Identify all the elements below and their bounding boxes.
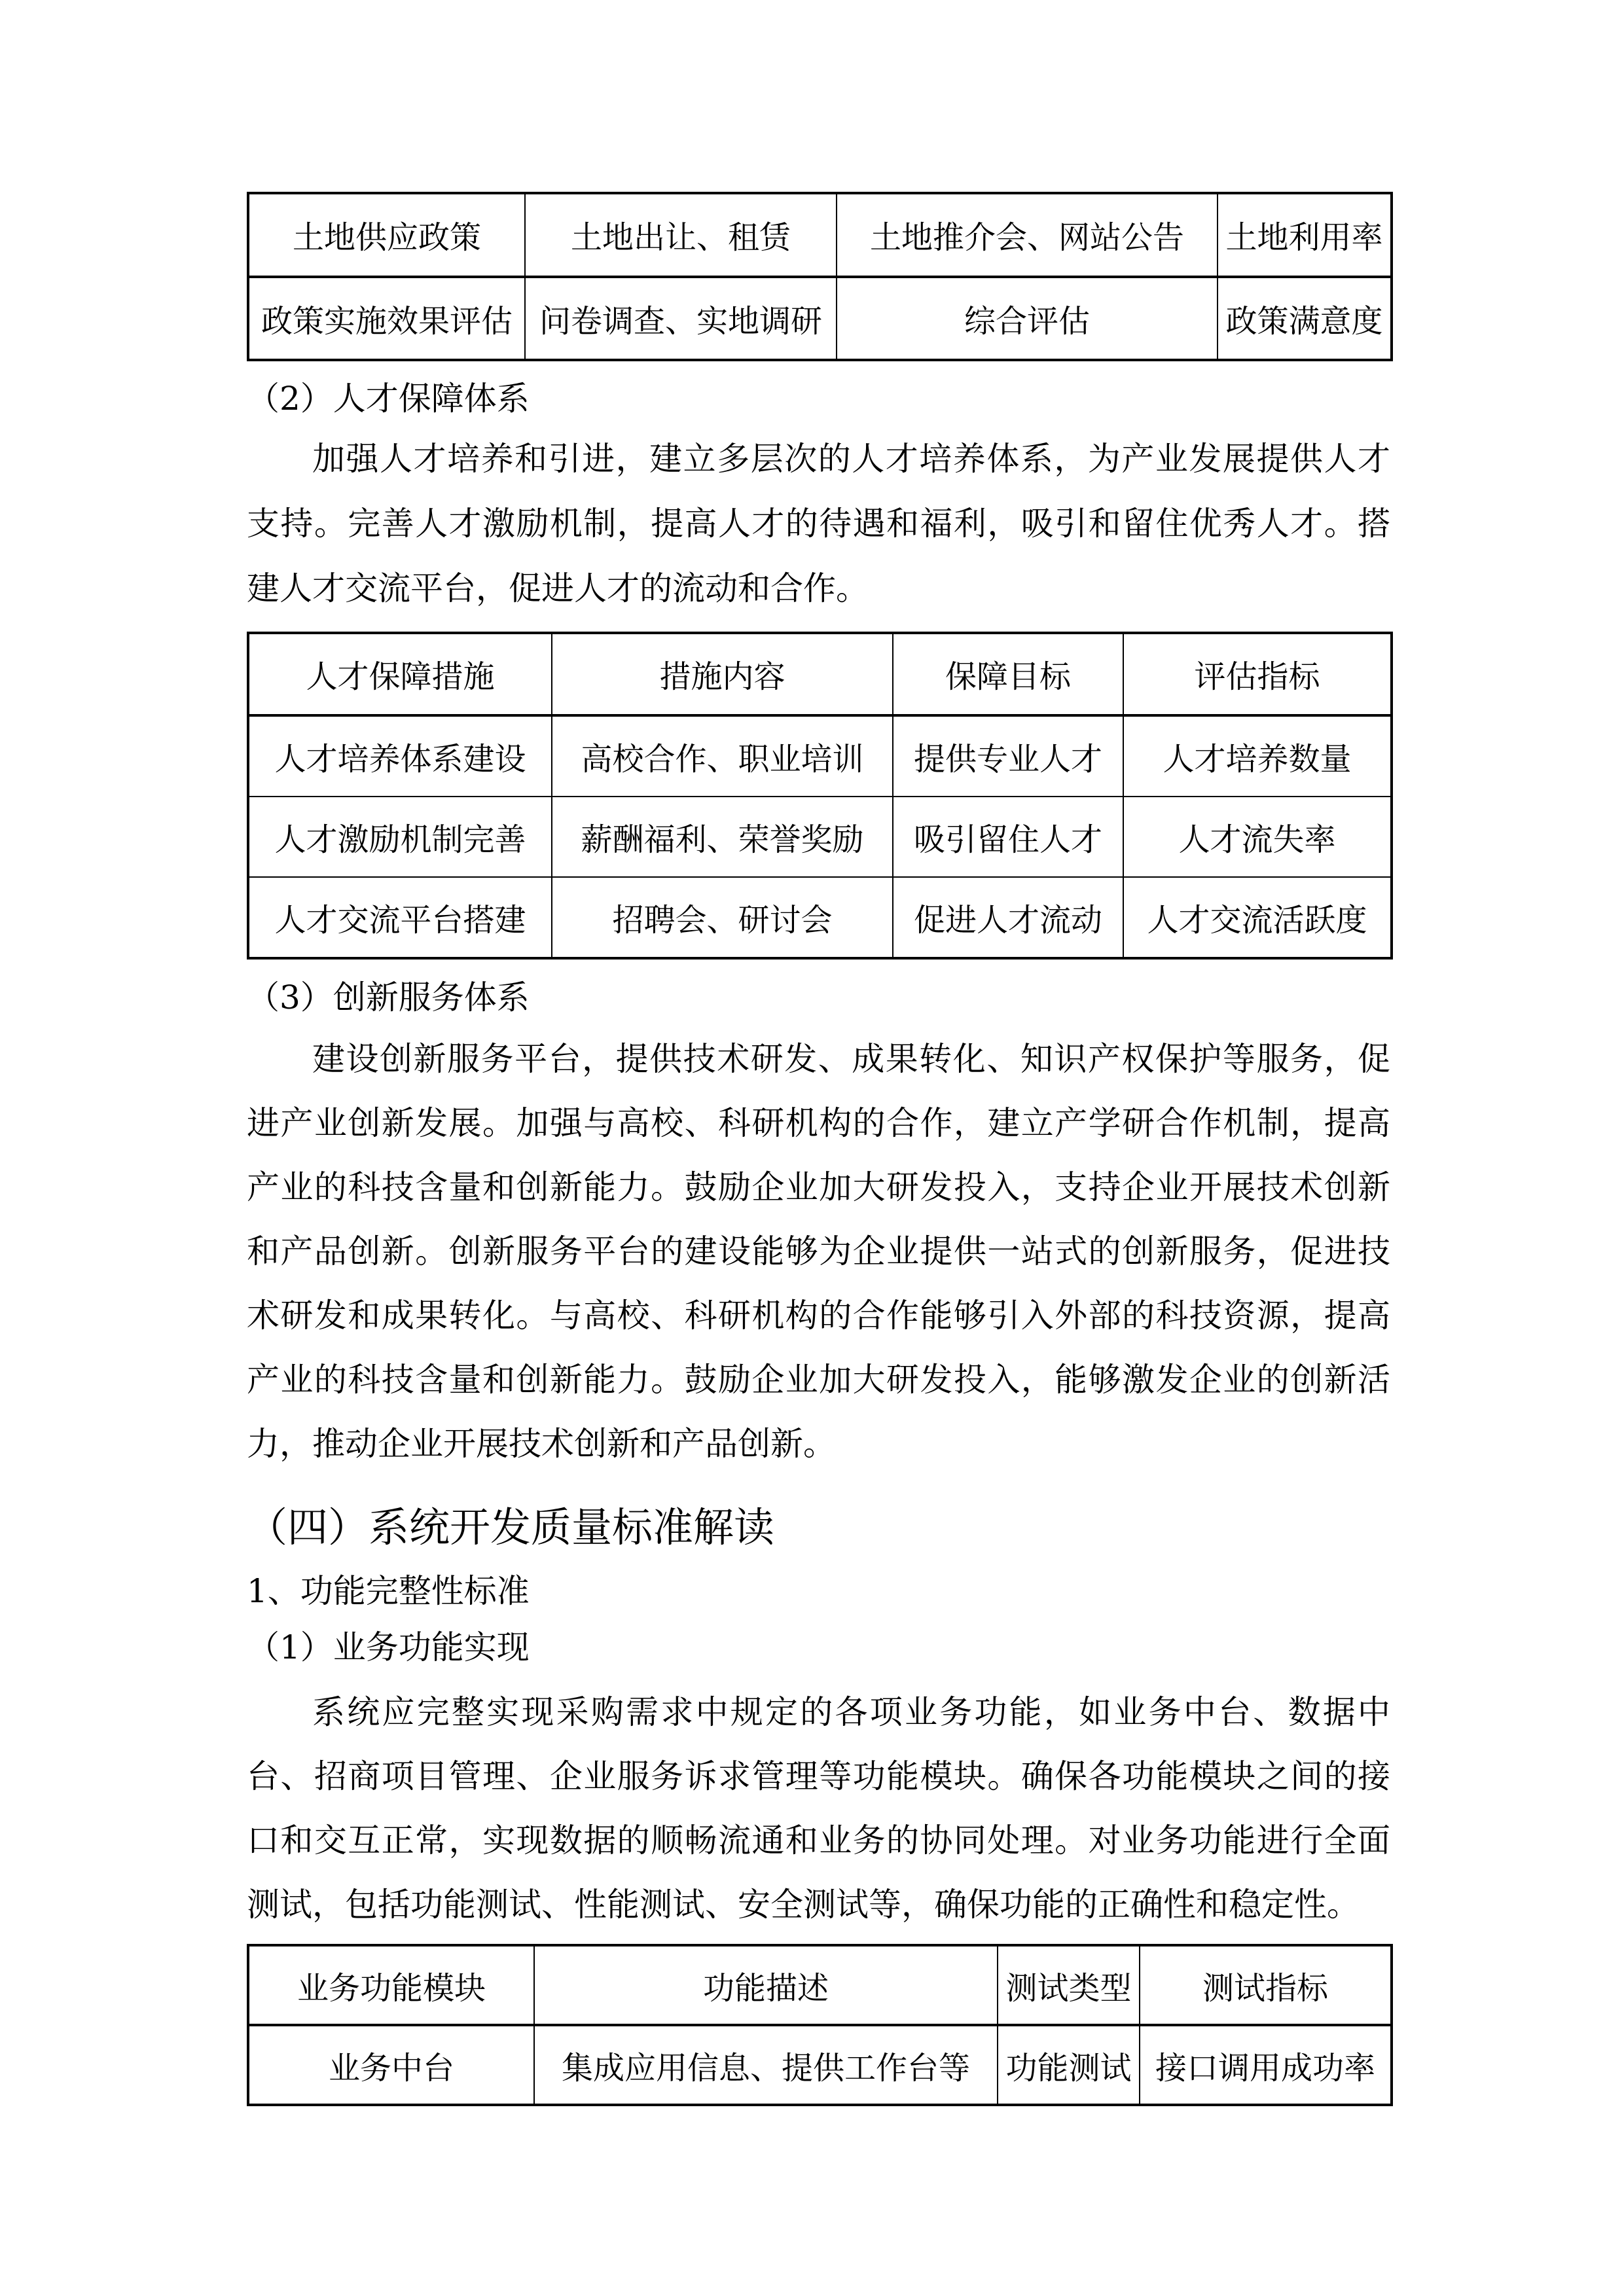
table-cell: 政策实施效果评估: [248, 277, 525, 361]
table-row: [248, 2025, 1392, 2105]
land-policy-table: [247, 192, 1393, 361]
table-row: [248, 715, 1392, 797]
table-cell: 集成应用信息、提供工作台等: [534, 2025, 998, 2105]
table-header: 评估指标: [1123, 633, 1392, 715]
table-cell: 提供专业人才: [893, 715, 1123, 797]
table-row: [248, 193, 1392, 277]
business-paragraph: 系统应完整实现采购需求中规定的各项业务功能，如业务中台、数据中台、招商项目管理、企业服务诉求管理等功能模块。确保各功能模块之间的接口和交互正常，实现数据的顺畅流通和业务的协同处理。对业务功能进行全面测试，包括功能测试、性能测试、安全测试等，确保功能的正确性和稳定性。: [247, 1693, 1390, 1924]
table-cell: 高校合作、职业培训: [552, 715, 893, 797]
table-header: 人才保障措施: [248, 633, 552, 715]
table-cell: 综合评估: [837, 277, 1218, 361]
table-cell: 人才培养数量: [1123, 715, 1392, 797]
table-cell: 促进人才流动: [893, 877, 1123, 958]
table-cell: 土地推介会、网站公告: [837, 193, 1218, 277]
innovation-section: [247, 1027, 1390, 1476]
table-row: [248, 797, 1392, 877]
table-header: 测试类型: [998, 1945, 1140, 2025]
business-section: [247, 1680, 1390, 1937]
table-header: 测试指标: [1140, 1945, 1392, 2025]
table-header-row: [248, 633, 1392, 715]
table-cell: 人才激励机制完善: [248, 797, 552, 877]
table-cell: 人才培养体系建设: [248, 715, 552, 797]
table-cell: 政策满意度: [1218, 277, 1392, 361]
subsection-title: 1、功能完整性标准: [247, 1572, 530, 1610]
table-cell: 人才交流活跃度: [1123, 877, 1392, 958]
table-cell: 人才交流平台搭建: [248, 877, 552, 958]
talent-paragraph: 加强人才培养和引进，建立多层次的人才培养体系，为产业发展提供人才支持。完善人才激励机制，提高人才的待遇和福利，吸引和留住优秀人才。搭建人才交流平台，促进人才的流动和合作。: [247, 440, 1390, 607]
talent-table: [247, 632, 1393, 960]
table-cell: 人才流失率: [1123, 797, 1392, 877]
innovation-heading: （3）创新服务体系: [247, 978, 530, 1016]
talent-heading: （2）人才保障体系: [247, 380, 530, 418]
table-cell: 土地出让、租赁: [525, 193, 837, 277]
table-cell: 接口调用成功率: [1140, 2025, 1392, 2105]
table-header: 业务功能模块: [248, 1945, 534, 2025]
subsubsection-title: （1）业务功能实现: [247, 1628, 530, 1666]
table-header: 保障目标: [893, 633, 1123, 715]
table-row: [248, 877, 1392, 958]
talent-section: [247, 427, 1390, 621]
table-row: [248, 277, 1392, 361]
table-header: 措施内容: [552, 633, 893, 715]
table-cell: 土地供应政策: [248, 193, 525, 277]
table-cell: 问卷调查、实地调研: [525, 277, 837, 361]
table-cell: 吸引留住人才: [893, 797, 1123, 877]
table-header-row: [248, 1945, 1392, 2025]
table-cell: 业务中台: [248, 2025, 534, 2105]
table-header: 功能描述: [534, 1945, 998, 2025]
table-cell: 功能测试: [998, 2025, 1140, 2105]
table-cell: 薪酬福利、荣誉奖励: [552, 797, 893, 877]
business-function-table: [247, 1944, 1393, 2106]
section-title: （四）系统开发质量标准解读: [247, 1503, 775, 1551]
innovation-paragraph: 建设创新服务平台，提供技术研发、成果转化、知识产权保护等服务，促进产业创新发展。加强与高校、科研机构的合作，建立产学研合作机制，提高产业的科技含量和创新能力。鼓励企业加大研发投入，支持企业开展技术创新和产品创新。创新服务平台的建设能够为企业提供一站式的创新服务，促进技术研发和成果转化。与高校、科研机构的合作能够引入外部的科技资源，提高产业的科技含量和创新能力。鼓励企业加大研发投入，能够激发企业的创新活力，推动企业开展技术创新和产品创新。: [247, 1040, 1390, 1463]
table-cell: 招聘会、研讨会: [552, 877, 893, 958]
table-cell: 土地利用率: [1218, 193, 1392, 277]
